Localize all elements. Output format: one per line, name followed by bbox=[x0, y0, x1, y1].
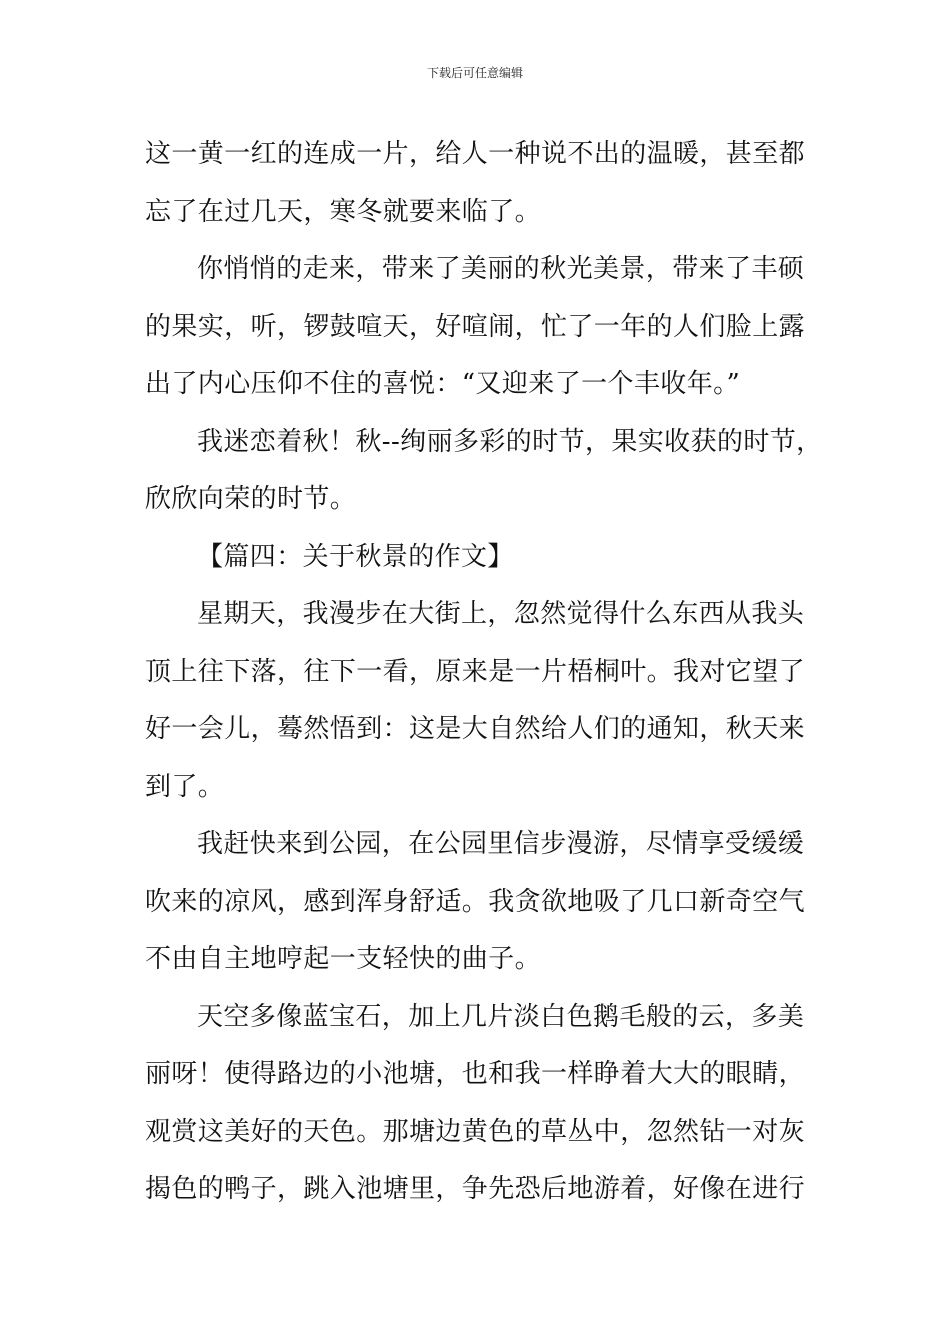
text-line: 出了内心压仰不住的喜悦：“又迎来了一个丰收年。” bbox=[145, 369, 741, 399]
text-line: 忘了在过几天，寒冬就要来临了。 bbox=[145, 196, 542, 227]
page-header: 下载后可任意编辑 bbox=[426, 66, 523, 80]
text-line: 揭色的鸭子，跳入池塘里，争先恐后地游着，好像在进行 bbox=[145, 1174, 806, 1204]
text-line: 吹来的凉风，感到浑身舒适。我贪欲地吸了几口新奇空气 bbox=[145, 886, 806, 917]
document-body bbox=[145, 126, 823, 1219]
text-line: 到了。 bbox=[145, 771, 225, 802]
text-line: 观赏这美好的天色。那塘边黄色的草丛中，忽然钻一对灰 bbox=[145, 1116, 806, 1147]
text-line: 的果实，听，锣鼓喧天，好喧闹，忙了一年的人们脸上露 bbox=[145, 311, 806, 342]
text-line: 我迷恋着秋！秋--绚丽多彩的时节，果实收获的时节， bbox=[197, 426, 823, 457]
text-line: 欣欣向荣的时节。 bbox=[145, 484, 357, 514]
text-line: 星期天，我漫步在大街上，忽然觉得什么东西从我头 bbox=[197, 599, 805, 629]
text-line: 顶上往下落，往下一看，原来是一片梧桐叶。我对它望了 bbox=[145, 656, 806, 687]
text-line: 这一黄一红的连成一片，给人一种说不出的温暖，甚至都 bbox=[145, 139, 806, 169]
text-line: 不由自主地哼起一支轻快的曲子。 bbox=[145, 944, 542, 974]
text-line: 天空多像蓝宝石，加上几片淡白色鹅毛般的云，多美 bbox=[197, 1001, 805, 1032]
text-line: 丽呀！使得路边的小池塘，也和我一样睁着大大的眼睛， bbox=[145, 1059, 806, 1089]
text-line: 我赶快来到公园，在公园里信步漫游，尽情享受缓缓 bbox=[197, 829, 805, 859]
text-line: 好一会儿，蓦然悟到：这是大自然给人们的通知，秋天来 bbox=[145, 714, 806, 744]
section-heading: 【篇四：关于秋景的作文】 bbox=[197, 541, 514, 572]
text-line: 你悄悄的走来，带来了美丽的秋光美景，带来了丰硕 bbox=[197, 254, 805, 284]
